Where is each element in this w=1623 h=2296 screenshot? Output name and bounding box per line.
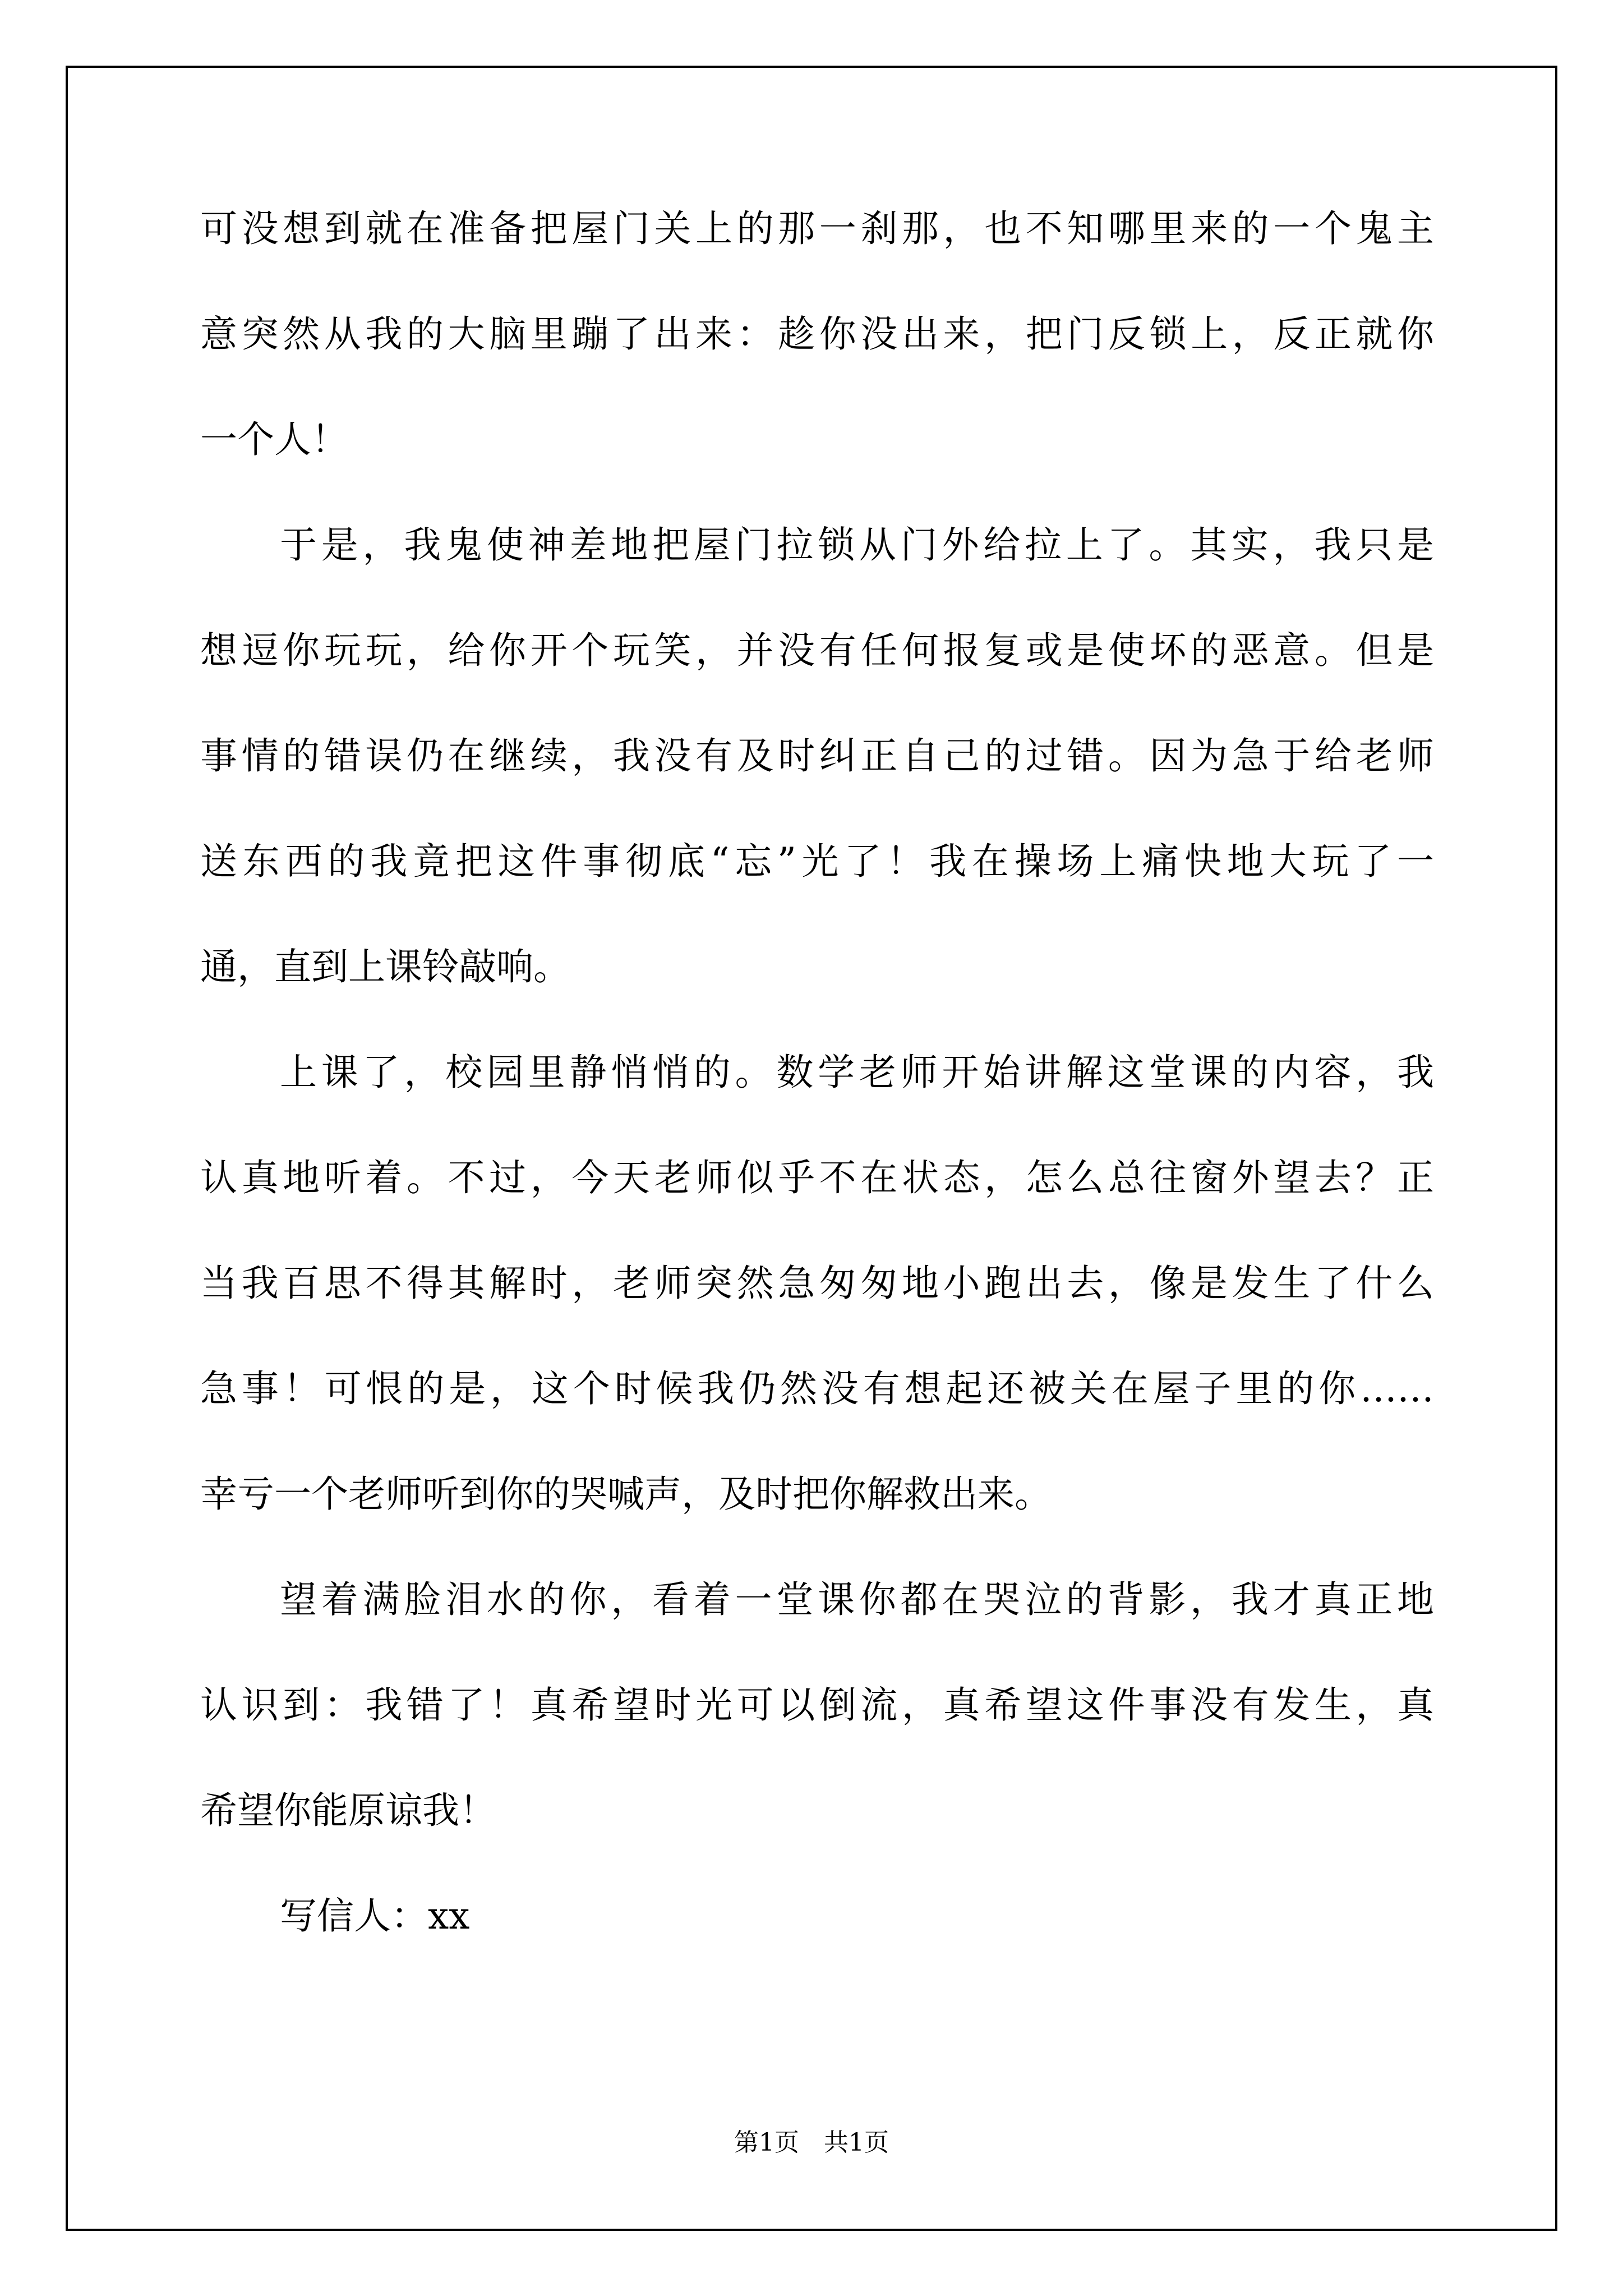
- text-line: 可没想到就在准备把屋门关上的那一刹那，也不知哪里来的一个鬼主: [200, 207, 1434, 250]
- text-line: 于是，我鬼使神差地把屋门拉锁从门外给拉上了。其实，我只是: [280, 523, 1434, 567]
- text-line: 认真地听着。不过，今天老师似乎不在状态，怎么总往窗外望去？正: [200, 1156, 1434, 1199]
- text-line: 意突然从我的大脑里蹦了出来：趁你没出来，把门反锁上，反正就你: [200, 312, 1434, 356]
- text-line: 送东西的我竟把这件事彻底“忘”光了！我在操场上痛快地大玩了一: [200, 840, 1434, 883]
- text-line: 事情的错误仍在继续，我没有及时纠正自己的过错。因为急于给老师: [200, 734, 1434, 777]
- text-line: 想逗你玩玩，给你开个玩笑，并没有任何报复或是使坏的恶意。但是: [200, 629, 1434, 672]
- text-line: 一个人！: [200, 418, 348, 461]
- text-line: 幸亏一个老师听到你的哭喊声，及时把你解救出来。: [200, 1473, 1052, 1516]
- page-footer: 第1页 共1页: [734, 2128, 889, 2157]
- text-line: 通，直到上课铃敲响。: [200, 945, 570, 988]
- text-line: 写信人：xx: [280, 1894, 470, 1938]
- letter-body: [200, 209, 1434, 1936]
- text-line: 认识到：我错了！真希望时光可以倒流，真希望这件事没有发生，真: [200, 1683, 1434, 1727]
- text-line: 急事！可恨的是，这个时候我仍然没有想起还被关在屋子里的你……: [200, 1367, 1434, 1410]
- text-line: 希望你能原谅我！: [200, 1789, 496, 1832]
- text-line: 望着满脸泪水的你，看着一堂课你都在哭泣的背影，我才真正地: [280, 1578, 1434, 1621]
- text-line: 当我百思不得其解时，老师突然急匆匆地小跑出去，像是发生了什么: [200, 1262, 1434, 1305]
- text-line: 上课了，校园里静悄悄的。数学老师开始讲解这堂课的内容，我: [280, 1051, 1434, 1094]
